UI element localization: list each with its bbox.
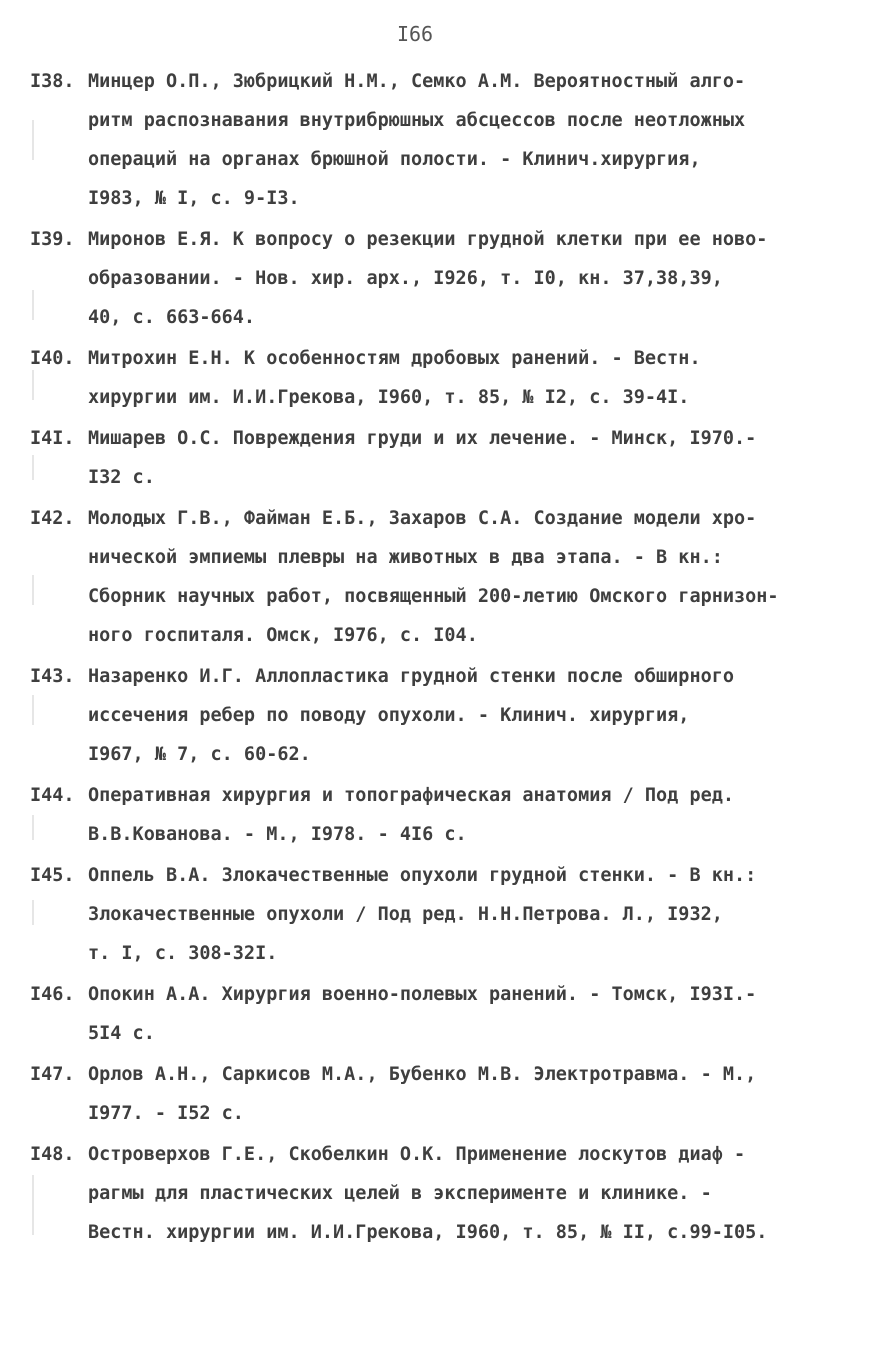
reference-line: ного госпиталя. Омск, I976, с. I04.: [88, 625, 478, 646]
reference-line: Оппель В.А. Злокачественные опухоли грудной стенки. - В кн.:: [88, 865, 757, 886]
reference-text: [88, 220, 850, 337]
reference-text: [88, 499, 850, 655]
reference-text: [88, 1055, 850, 1133]
reference-entry: [30, 499, 850, 655]
reference-entry: [30, 339, 850, 417]
reference-text: [88, 339, 850, 417]
reference-line: Оперативная хирургия и топографическая анатомия / Под ред.: [88, 785, 735, 806]
reference-number: I48.: [30, 1144, 75, 1165]
reference-number: I46.: [30, 984, 75, 1005]
reference-entry: [30, 1135, 850, 1252]
reference-number: I43.: [30, 666, 75, 687]
reference-line: т. I, с. 308-32I.: [88, 943, 278, 964]
reference-number: I45.: [30, 865, 75, 886]
reference-entry: [30, 1055, 850, 1133]
reference-line: ритм распознавания внутрибрюшных абсцессов после неотложных: [88, 110, 746, 131]
reference-line: Опокин А.А. Хирургия военно-полевых ранений. - Томск, I93I.-: [88, 984, 757, 1005]
page-number: I66: [396, 22, 434, 46]
reference-line: Злокачественные опухоли / Под ред. Н.Н.Петрова. Л., I932,: [88, 904, 723, 925]
reference-number: I44.: [30, 785, 75, 806]
reference-entry: [30, 776, 850, 854]
reference-entry: [30, 657, 850, 774]
reference-entry: [30, 856, 850, 973]
reference-number: I4I.: [30, 428, 75, 449]
reference-line: иссечения ребер по поводу опухоли. - Клинич. хирургия,: [88, 705, 690, 726]
reference-line: нической эмпиемы плевры на животных в два этапа. - В кн.:: [88, 547, 723, 568]
reference-line: Миронов Е.Я. К вопросу о резекции грудной клетки при ее ново-: [88, 229, 768, 250]
reference-entry: [30, 220, 850, 337]
reference-line: I983, № I, с. 9-I3.: [88, 188, 300, 209]
reference-number: I39.: [30, 229, 75, 250]
reference-text: [88, 419, 850, 497]
reference-line: I967, № 7, с. 60-62.: [88, 744, 311, 765]
reference-line: Сборник научных работ, посвященный 200-летию Омского гарнизон-: [88, 586, 779, 607]
reference-line: Вестн. хирургии им. И.И.Грекова, I960, т. 85, № II, с.99-I05.: [88, 1222, 768, 1243]
reference-number: I40.: [30, 348, 75, 369]
reference-line: Островерхов Г.Е., Скобелкин О.К. Применение лоскутов диаф -: [88, 1144, 746, 1165]
reference-text: [88, 62, 850, 218]
reference-text: [88, 975, 850, 1053]
reference-line: Назаренко И.Г. Аллопластика грудной стенки после обширного: [88, 666, 735, 687]
reference-line: Орлов А.Н., Саркисов М.А., Бубенко М.В. Электротравма. - М.,: [88, 1064, 757, 1085]
reference-line: I32 с.: [88, 467, 155, 488]
reference-number: I47.: [30, 1064, 75, 1085]
reference-text: [88, 776, 850, 854]
reference-line: 40, с. 663-664.: [88, 307, 256, 328]
reference-entry: [30, 975, 850, 1053]
reference-line: хирургии им. И.И.Грекова, I960, т. 85, № I2, с. 39-4I.: [88, 387, 690, 408]
reference-line: Мишарев О.С. Повреждения груди и их лечение. - Минск, I970.-: [88, 428, 757, 449]
reference-line: операций на органах брюшной полости. - Клинич.хирургия,: [88, 149, 701, 170]
reference-line: Молодых Г.В., Файман Е.Б., Захаров С.А. Создание модели хро-: [88, 508, 757, 529]
reference-line: I977. - I52 с.: [88, 1103, 244, 1124]
reference-entry: [30, 62, 850, 218]
reference-text: [88, 1135, 850, 1252]
reference-number: I42.: [30, 508, 75, 529]
reference-line: 5I4 с.: [88, 1023, 155, 1044]
reference-list: [30, 62, 850, 1254]
reference-number: I38.: [30, 71, 75, 92]
reference-line: Митрохин Е.Н. К особенностям дробовых ранений. - Вестн.: [88, 348, 701, 369]
reference-line: В.В.Кованова. - М., I978. - 4I6 с.: [88, 824, 467, 845]
reference-text: [88, 856, 850, 973]
reference-line: образовании. - Нов. хир. арх., I926, т. I0, кн. 37,38,39,: [88, 268, 723, 289]
reference-line: Минцер О.П., Зюбрицкий Н.М., Семко А.М. Вероятностный алго-: [88, 71, 746, 92]
reference-line: рагмы для пластических целей в эксперименте и клинике. -: [88, 1183, 712, 1204]
reference-entry: [30, 419, 850, 497]
reference-text: [88, 657, 850, 774]
